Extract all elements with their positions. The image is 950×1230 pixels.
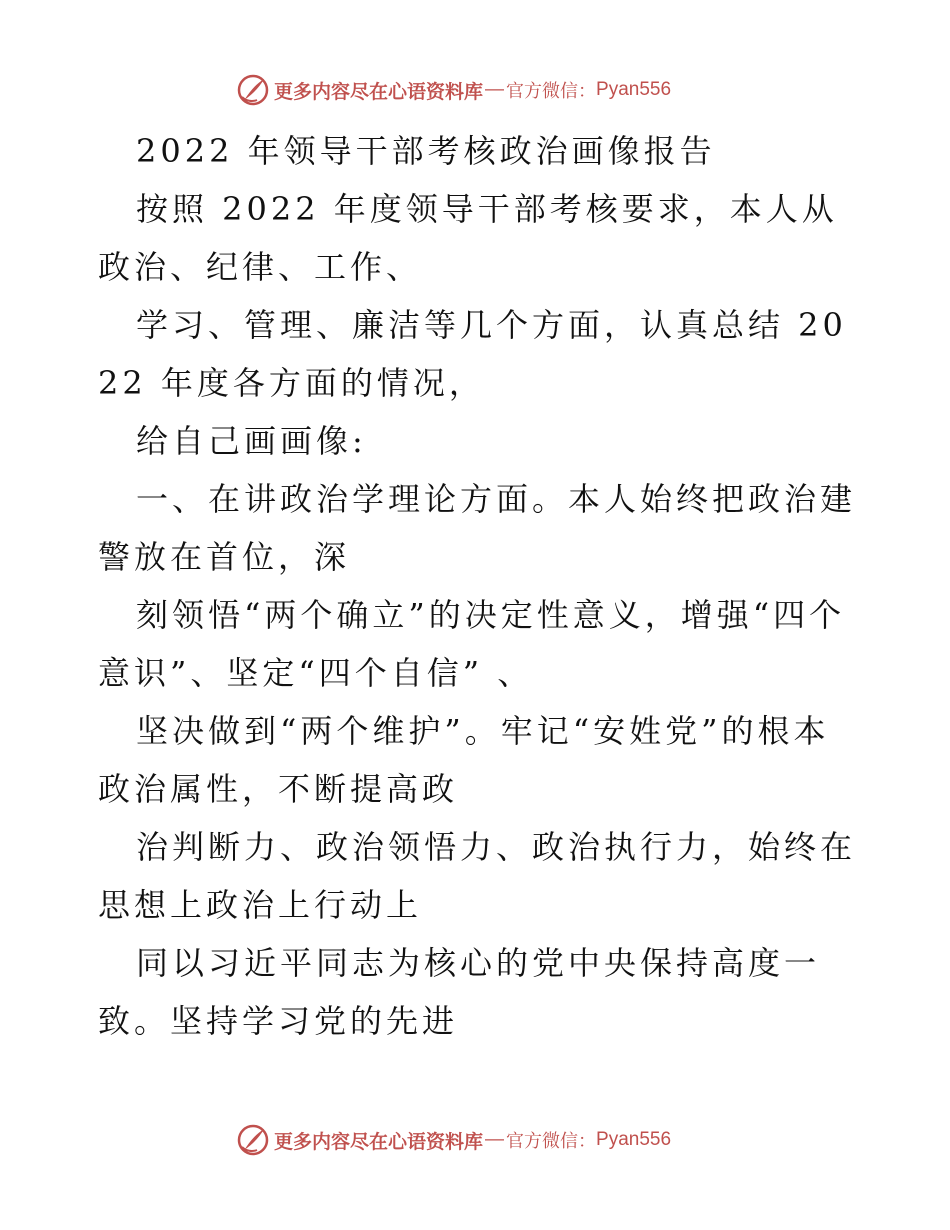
watermark-label: 官方微信： bbox=[506, 1131, 597, 1152]
document-body bbox=[98, 122, 858, 1050]
watermark-wechat-id: Pyan556 bbox=[596, 79, 672, 100]
watermark-main-text: 更多内容尽在心语资料库 bbox=[274, 80, 484, 103]
paragraph-line: 学习、管理、廉洁等几个方面，认真总结 2022 年度各方面的情况， bbox=[98, 306, 847, 402]
paragraph-line: 一、在讲政治学理论方面。本人始终把政治建警放在首位，深 bbox=[98, 480, 857, 576]
paragraph-line: 治判断力、政治领悟力、政治执行力，始终在思想上政治上行动上 bbox=[98, 828, 857, 924]
watermark-wechat-id: Pyan556 bbox=[596, 1129, 672, 1150]
watermark-label: 官方微信： bbox=[506, 81, 597, 102]
quill-logo-icon bbox=[236, 1123, 270, 1157]
watermark-dash: — bbox=[485, 79, 505, 100]
paragraph-line: 坚决做到“两个维护”。牢记“安姓党”的根本政治属性，不断提高政 bbox=[98, 712, 830, 808]
watermark-main-text: 更多内容尽在心语资料库 bbox=[274, 1130, 484, 1153]
footer-watermark bbox=[236, 1122, 671, 1158]
header-watermark bbox=[236, 72, 671, 108]
watermark-dash: — bbox=[485, 1129, 505, 1150]
document-title: 2022 年领导干部考核政治画像报告 bbox=[136, 132, 716, 170]
paragraph-line: 刻领悟“两个确立”的决定性意义，增强“四个意识”、坚定“四个自信” 、 bbox=[98, 596, 846, 692]
quill-logo-icon bbox=[236, 73, 270, 107]
paragraph-line: 给自己画画像: bbox=[136, 422, 367, 460]
paragraph-line: 同以习近平同志为核心的党中央保持高度一致。坚持学习党的先进 bbox=[98, 944, 821, 1040]
paragraph-line: 按照 2022 年度领导干部考核要求，本人从政治、纪律、工作、 bbox=[98, 190, 838, 286]
